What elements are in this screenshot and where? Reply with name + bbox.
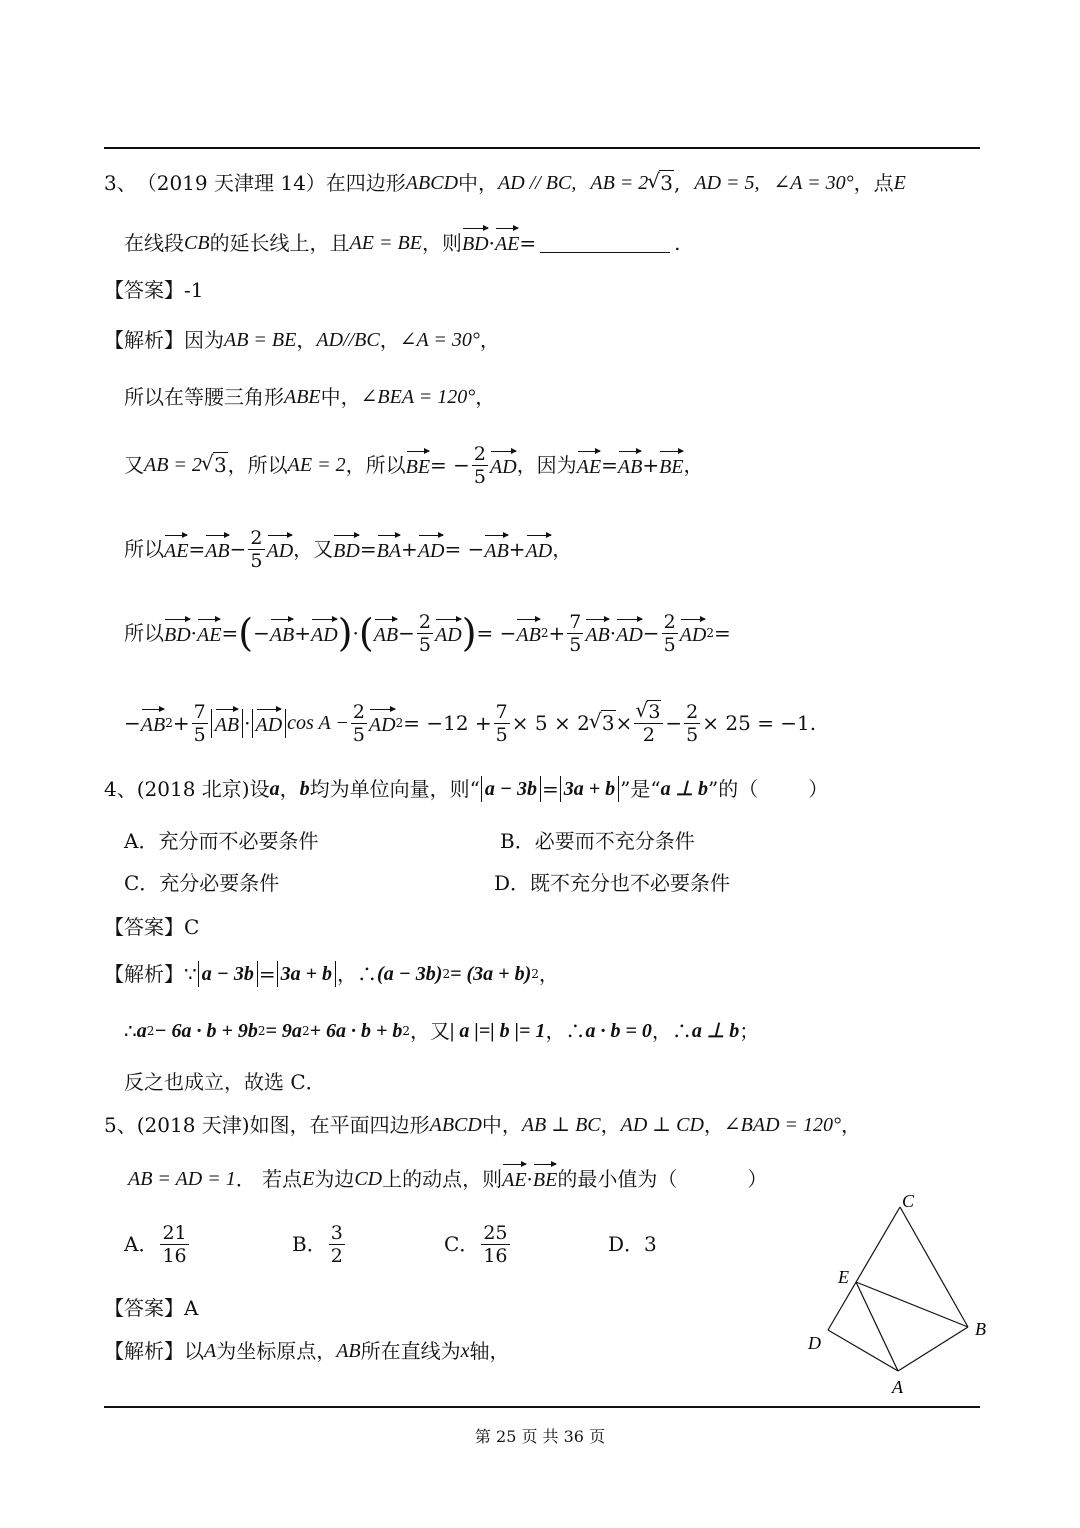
q3-line2: 在线段 CB 的延长线上，且 AE = BE ，则 BD · AE = . — [124, 228, 681, 257]
q5-option-b[interactable]: B． $\frac{3}{2}$ — [292, 1221, 343, 1267]
header-rule — [104, 147, 980, 149]
segment-ae — [856, 1282, 898, 1371]
fraction: $\frac{2}{5}$ — [686, 700, 699, 746]
q5-number: 5、 — [104, 1113, 137, 1137]
q5-option-c[interactable]: C． $\frac{25}{16}$ — [444, 1221, 508, 1267]
fraction: $\frac{2}{5}$ — [418, 610, 432, 656]
q4-option-c[interactable]: C．充分必要条件 — [124, 871, 280, 895]
q3-number: 3、 — [104, 171, 137, 195]
q3-answer: 【答案】 -1 — [104, 278, 204, 302]
edge-bc — [900, 1207, 968, 1327]
label-c: C — [902, 1191, 915, 1211]
q4-option-a[interactable]: A．充分而不必要条件 — [124, 829, 319, 853]
q5-option-a[interactable]: A． $\frac{21}{16}$ — [124, 1221, 187, 1267]
q4-option-b[interactable]: B．必要而不充分条件 — [500, 829, 695, 853]
q3-solution-line3: 又 AB = 2 √ 3 ，所以 AE = 2 ，所以 BE = − $\frac{2}{5}$ AD ，因为 AE = AB + BE ， — [124, 440, 704, 490]
label-e: E — [838, 1267, 849, 1287]
segment-be — [856, 1282, 968, 1327]
label-b: B — [975, 1319, 986, 1339]
fraction: $\frac{7}{5}$ — [495, 700, 508, 746]
q5-stem-line1: 5、 (2018 天津)如图，在平面四边形 ABCD 中， AB ⊥ BC ， AD ⊥ CD ， ∠BAD = 120° ， — [104, 1113, 862, 1137]
fraction: $\frac{7}{5}$ — [193, 700, 206, 746]
answer-blank — [540, 232, 670, 253]
quadrilateral-figure — [800, 1185, 1000, 1400]
q3-solution-line1: 【解析】 因为 AB = BE ， AD//BC ， ∠A = 30° ， — [104, 328, 500, 352]
label-d: D — [808, 1333, 821, 1353]
q3-line1: 3、 （2019 天津理 14）在四边形 ABCD 中， AD // BC, AB = 2 √ 3 , AD = 5, ∠A = 30° ，点 E — [104, 170, 906, 196]
fraction: √ $\frac{3}{2}$ — [634, 701, 663, 746]
q3-solution-line4: 所以 AE = AB − $\frac{2}{5}$ AD ，又 BD = BA + AD = − AB + AD ， — [124, 526, 573, 572]
q4-stem: 4、 (2018 北京)设 a ， b 均为单位向量，则“ a − 3b = 3a + b ”是“ a ⊥ b ”的（ ） — [104, 777, 829, 801]
edge-da — [828, 1330, 898, 1371]
q4-option-d[interactable]: D．既不充分也不必要条件 — [494, 871, 731, 895]
fraction: $\frac{2}{5}$ — [250, 526, 263, 572]
fraction: $\frac{2}{5}$ — [663, 610, 676, 656]
q3-solution-line5: 所以 BD · AE = ( − AB + AD ) · ( AB − $\frac{2}{5}$ AD ) = − AB 2 + $\frac{7}{5}$ AB · AD − $\frac{2}{5}$ AD 2 = — [124, 610, 731, 656]
fraction: $\frac{2}{5}$ — [352, 700, 365, 746]
q5-solution-line1: 【解析】 以 A 为坐标原点， AB 所在直线为 x 轴， — [104, 1339, 510, 1363]
q3-solution-line6: − AB 2 + $\frac{7}{5}$ AB · AD cos A − $\frac{2}{5}$ AD 2 = −12 + $\frac{7}{5}$ × 5 × 2 √ 3 × √ $\frac{3}{2}$ − $\frac{2}{5}$ × 25 = −1 . — [124, 696, 816, 750]
q4-solution-line3: 反之也成立，故选 C． — [124, 1070, 326, 1094]
footer-rule — [104, 1406, 980, 1408]
q5-stem-line2: AB = AD = 1 ． 若点 E 为边 CD 上的动点，则 AE · BE 的最小值为（ ） — [128, 1164, 767, 1193]
q3-solution-line2: 所以在等腰三角形 ABE 中， ∠BEA = 120° ， — [124, 385, 496, 409]
q5-answer: 【答案】 A — [104, 1296, 199, 1320]
fraction: $\frac{7}{5}$ — [569, 610, 582, 656]
edge-ab — [898, 1327, 968, 1371]
q5-option-d[interactable]: D． 3 — [608, 1232, 657, 1256]
fraction: $\frac{2}{5}$ — [473, 442, 487, 488]
page-footer: 第 25 页 共 36 页 — [474, 1427, 606, 1446]
label-a: A — [892, 1377, 903, 1397]
q4-solution-line1: 【解析】 ∵ a − 3b = 3a + b ，∴ (a − 3b) 2 = (3a + b) 2 ， — [104, 962, 559, 986]
q4-number: 4、 — [104, 777, 137, 801]
q4-solution-line2: ∴ a 2 − 6a · b + 9b 2 = 9a 2 + 6a · b + b 2 ，又 | a |=| b |= 1 ，∴ a · b = 0 ，∴ a ⊥ b ； — [124, 1019, 760, 1043]
q4-answer: 【答案】 C — [104, 915, 200, 939]
